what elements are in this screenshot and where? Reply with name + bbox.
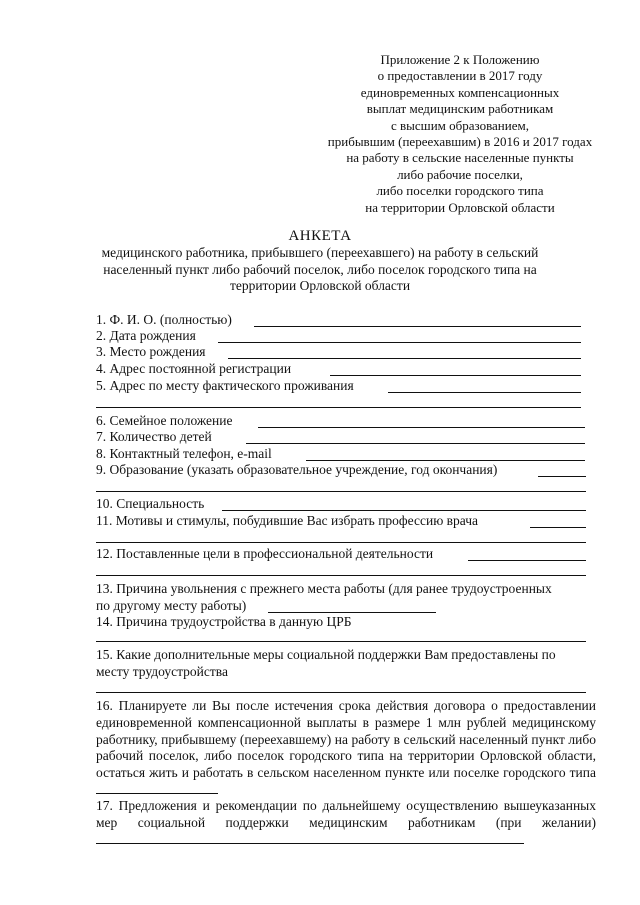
question-1-answer-line[interactable] (254, 326, 581, 327)
question-12-answer-line[interactable] (468, 560, 586, 561)
question-5-extra-line[interactable] (96, 407, 581, 408)
question-2-answer-line[interactable] (218, 342, 581, 343)
question-6-answer-line[interactable] (258, 427, 585, 428)
question-15-label-line2: месту трудоустройства (96, 664, 228, 679)
appendix-line: единовременных компенсационных (360, 84, 560, 100)
subtitle-line: территории Орловской области (229, 278, 411, 293)
form-subtitle (70, 245, 570, 295)
question-10-answer-line[interactable] (222, 510, 586, 511)
question-16-text (96, 698, 596, 799)
question-7-label: 7. Количество детей (96, 429, 212, 444)
question-12-extra-line[interactable] (96, 575, 586, 576)
question-3-label: 3. Место рождения (96, 344, 206, 359)
appendix-header (300, 52, 620, 216)
question-9-label: 9. Образование (указать образовательное учреждение, год окончания) (96, 462, 498, 477)
question-15-label-line1: 15. Какие дополнительные меры социальной поддержки Вам предоставлены по (96, 647, 556, 662)
question-3-answer-line[interactable] (228, 358, 581, 359)
subtitle-line: медицинского работника, прибывшего (переехавшего) на работу в сельский (101, 245, 539, 260)
question-5-label: 5. Адрес по месту фактического проживания (96, 378, 354, 393)
form-title: АНКЕТА (288, 228, 352, 244)
question-14-label: 14. Причина трудоустройства в данную ЦРБ (96, 614, 352, 629)
question-17-answer-line[interactable] (96, 842, 524, 844)
question-6-label: 6. Семейное положение (96, 413, 233, 428)
question-11-answer-line[interactable] (530, 527, 586, 528)
appendix-line: либо поселки городского типа (376, 183, 544, 199)
question-7-answer-line[interactable] (246, 443, 585, 444)
question-5-answer-line[interactable] (388, 392, 581, 393)
appendix-line: с высшим образованием, (391, 117, 529, 133)
question-16-answer-line[interactable] (96, 792, 218, 794)
question-11-extra-line[interactable] (96, 542, 586, 543)
question-2-label: 2. Дата рождения (96, 328, 196, 343)
question-15-extra-line[interactable] (96, 692, 586, 693)
question-10-label: 10. Специальность (96, 496, 205, 511)
question-8-label: 8. Контактный телефон, e-mail (96, 446, 272, 461)
subtitle-line: населенный пункт либо рабочий поселок, либо поселок городского типа на (103, 261, 537, 277)
appendix-line: о предоставлении в 2017 году (377, 68, 543, 84)
question-9-answer-line[interactable] (538, 476, 586, 477)
appendix-line: либо рабочие поселки, (397, 166, 523, 182)
question-9-extra-line[interactable] (96, 491, 586, 492)
appendix-line: на территории Орловской области (365, 199, 555, 215)
question-17-text (96, 798, 596, 848)
question-14-extra-line[interactable] (96, 641, 586, 642)
question-1-label: 1. Ф. И. О. (полностью) (96, 312, 232, 327)
appendix-line: прибывшим (переехавшим) в 2016 и 2017 годах (327, 134, 593, 150)
question-12-label: 12. Поставленные цели в профессиональной деятельности (96, 546, 434, 561)
question-13-answer-line[interactable] (268, 612, 436, 613)
question-4-answer-line[interactable] (330, 375, 581, 376)
question-8-answer-line[interactable] (306, 460, 585, 461)
appendix-line: выплат медицинским работникам (366, 101, 554, 117)
question-16-label: 16. Планируете ли Вы после истечения срока действия договора о предоставлении единовременной компенсационной выплаты в размере 1 млн рублей медицинскому работнику, прибывшему (переехавшему) на работу в сельский населенный пункт либо рабочий поселок, либо поселок городского типа на территории Орловской области, остаться жить и работать в сельском населенном пункте или поселке городского типа (96, 698, 596, 781)
question-17-label: 17. Предложения и рекомендации по дальнейшему осуществлению вышеуказанных мер социальной поддержки медицинским работникам (при желании) (96, 798, 596, 830)
question-11-label: 11. Мотивы и стимулы, побудившие Вас избрать профессию врача (96, 513, 479, 528)
question-13-label-line1: 13. Причина увольнения с прежнего места работы (для ранее трудоустроенных (96, 581, 552, 596)
question-4-label: 4. Адрес постоянной регистрации (96, 361, 292, 376)
appendix-line: Приложение 2 к Положению (380, 52, 540, 67)
question-13-label-line2: по другому месту работы) (96, 598, 247, 613)
appendix-line: на работу в сельские населенные пункты (346, 150, 574, 166)
